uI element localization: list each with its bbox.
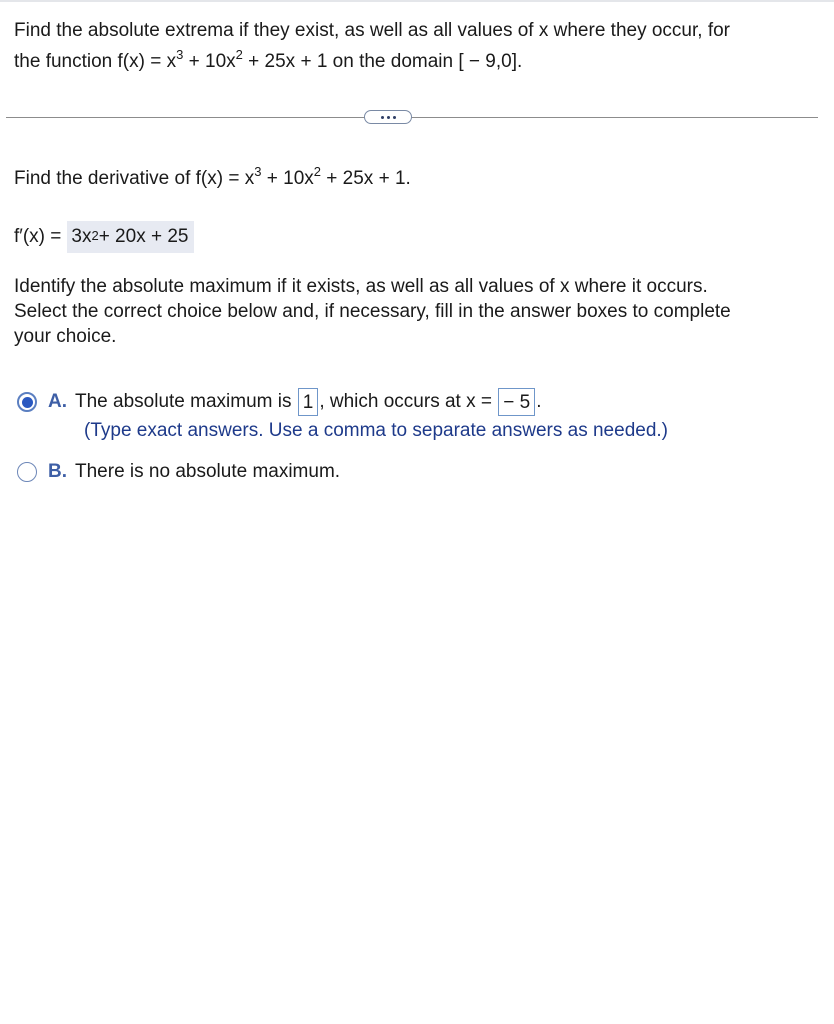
instructions-line-2: Select the correct choice below and, if necessary, fill in the answer boxes to complete [14, 301, 731, 322]
choice-b-letter: B. [48, 461, 67, 482]
question-line-1: Find the absolute extrema if they exist, as well as all values of x where they occur, for [14, 20, 731, 41]
radio-choice-b[interactable] [17, 462, 37, 482]
choice-a-text-2: , which occurs at x = [319, 391, 498, 413]
choice-a-text-1: The absolute maximum is [75, 391, 297, 413]
derivative-row [14, 221, 194, 253]
question-text [14, 15, 814, 77]
question-domain: + 25x + 1 on the domain [ − 9,0]. [242, 51, 523, 72]
derivative-answer-suffix: + 20x + 25 [98, 226, 189, 247]
exponent-3: 3 [176, 46, 184, 62]
exponent-2: 2 [313, 163, 322, 179]
answer-hint: (Type exact answers. Use a comma to separate answers as needed.) [84, 420, 668, 441]
derivative-prompt-suffix: + 25x + 1. [321, 168, 411, 189]
question-function-prefix: the function f(x) = x [14, 51, 177, 72]
derivative-label: f′(x) = [14, 226, 62, 247]
choice-a-text-3: . [536, 391, 542, 413]
choice-b[interactable] [17, 458, 340, 486]
question-line-2 [14, 46, 814, 77]
exponent-2: 2 [235, 46, 243, 62]
x-value-answer-box[interactable]: − 5 [498, 388, 535, 416]
choice-a-letter: A. [48, 391, 67, 412]
ellipsis-icon [387, 116, 390, 119]
ellipsis-icon [381, 116, 384, 119]
section-divider [6, 117, 818, 118]
choice-b-text[interactable]: There is no absolute maximum. [75, 461, 341, 482]
radio-selected-dot [22, 397, 33, 408]
radio-choice-a[interactable] [17, 392, 37, 412]
ellipsis-icon [393, 116, 396, 119]
top-rule [0, 0, 834, 2]
max-value-answer-box[interactable]: 1 [298, 388, 319, 416]
choice-a-text[interactable] [75, 388, 542, 416]
derivative-prompt-term: + 10x [261, 168, 314, 189]
exponent-3: 3 [254, 163, 262, 179]
derivative-answer-prefix: 3x [71, 226, 92, 247]
derivative-answer: 3x $^2$ + 20x + 25 [67, 221, 194, 253]
instructions-line-1: Identify the absolute maximum if it exists, as well as all values of x where it occurs. [14, 276, 708, 297]
instructions [14, 274, 814, 349]
choice-a[interactable] [17, 386, 542, 418]
question-term: + 10x [183, 51, 236, 72]
show-more-button[interactable] [364, 110, 412, 124]
derivative-prompt [14, 163, 411, 190]
instructions-line-3: your choice. [14, 326, 117, 347]
derivative-prompt-prefix: Find the derivative of f(x) = x [14, 168, 255, 189]
